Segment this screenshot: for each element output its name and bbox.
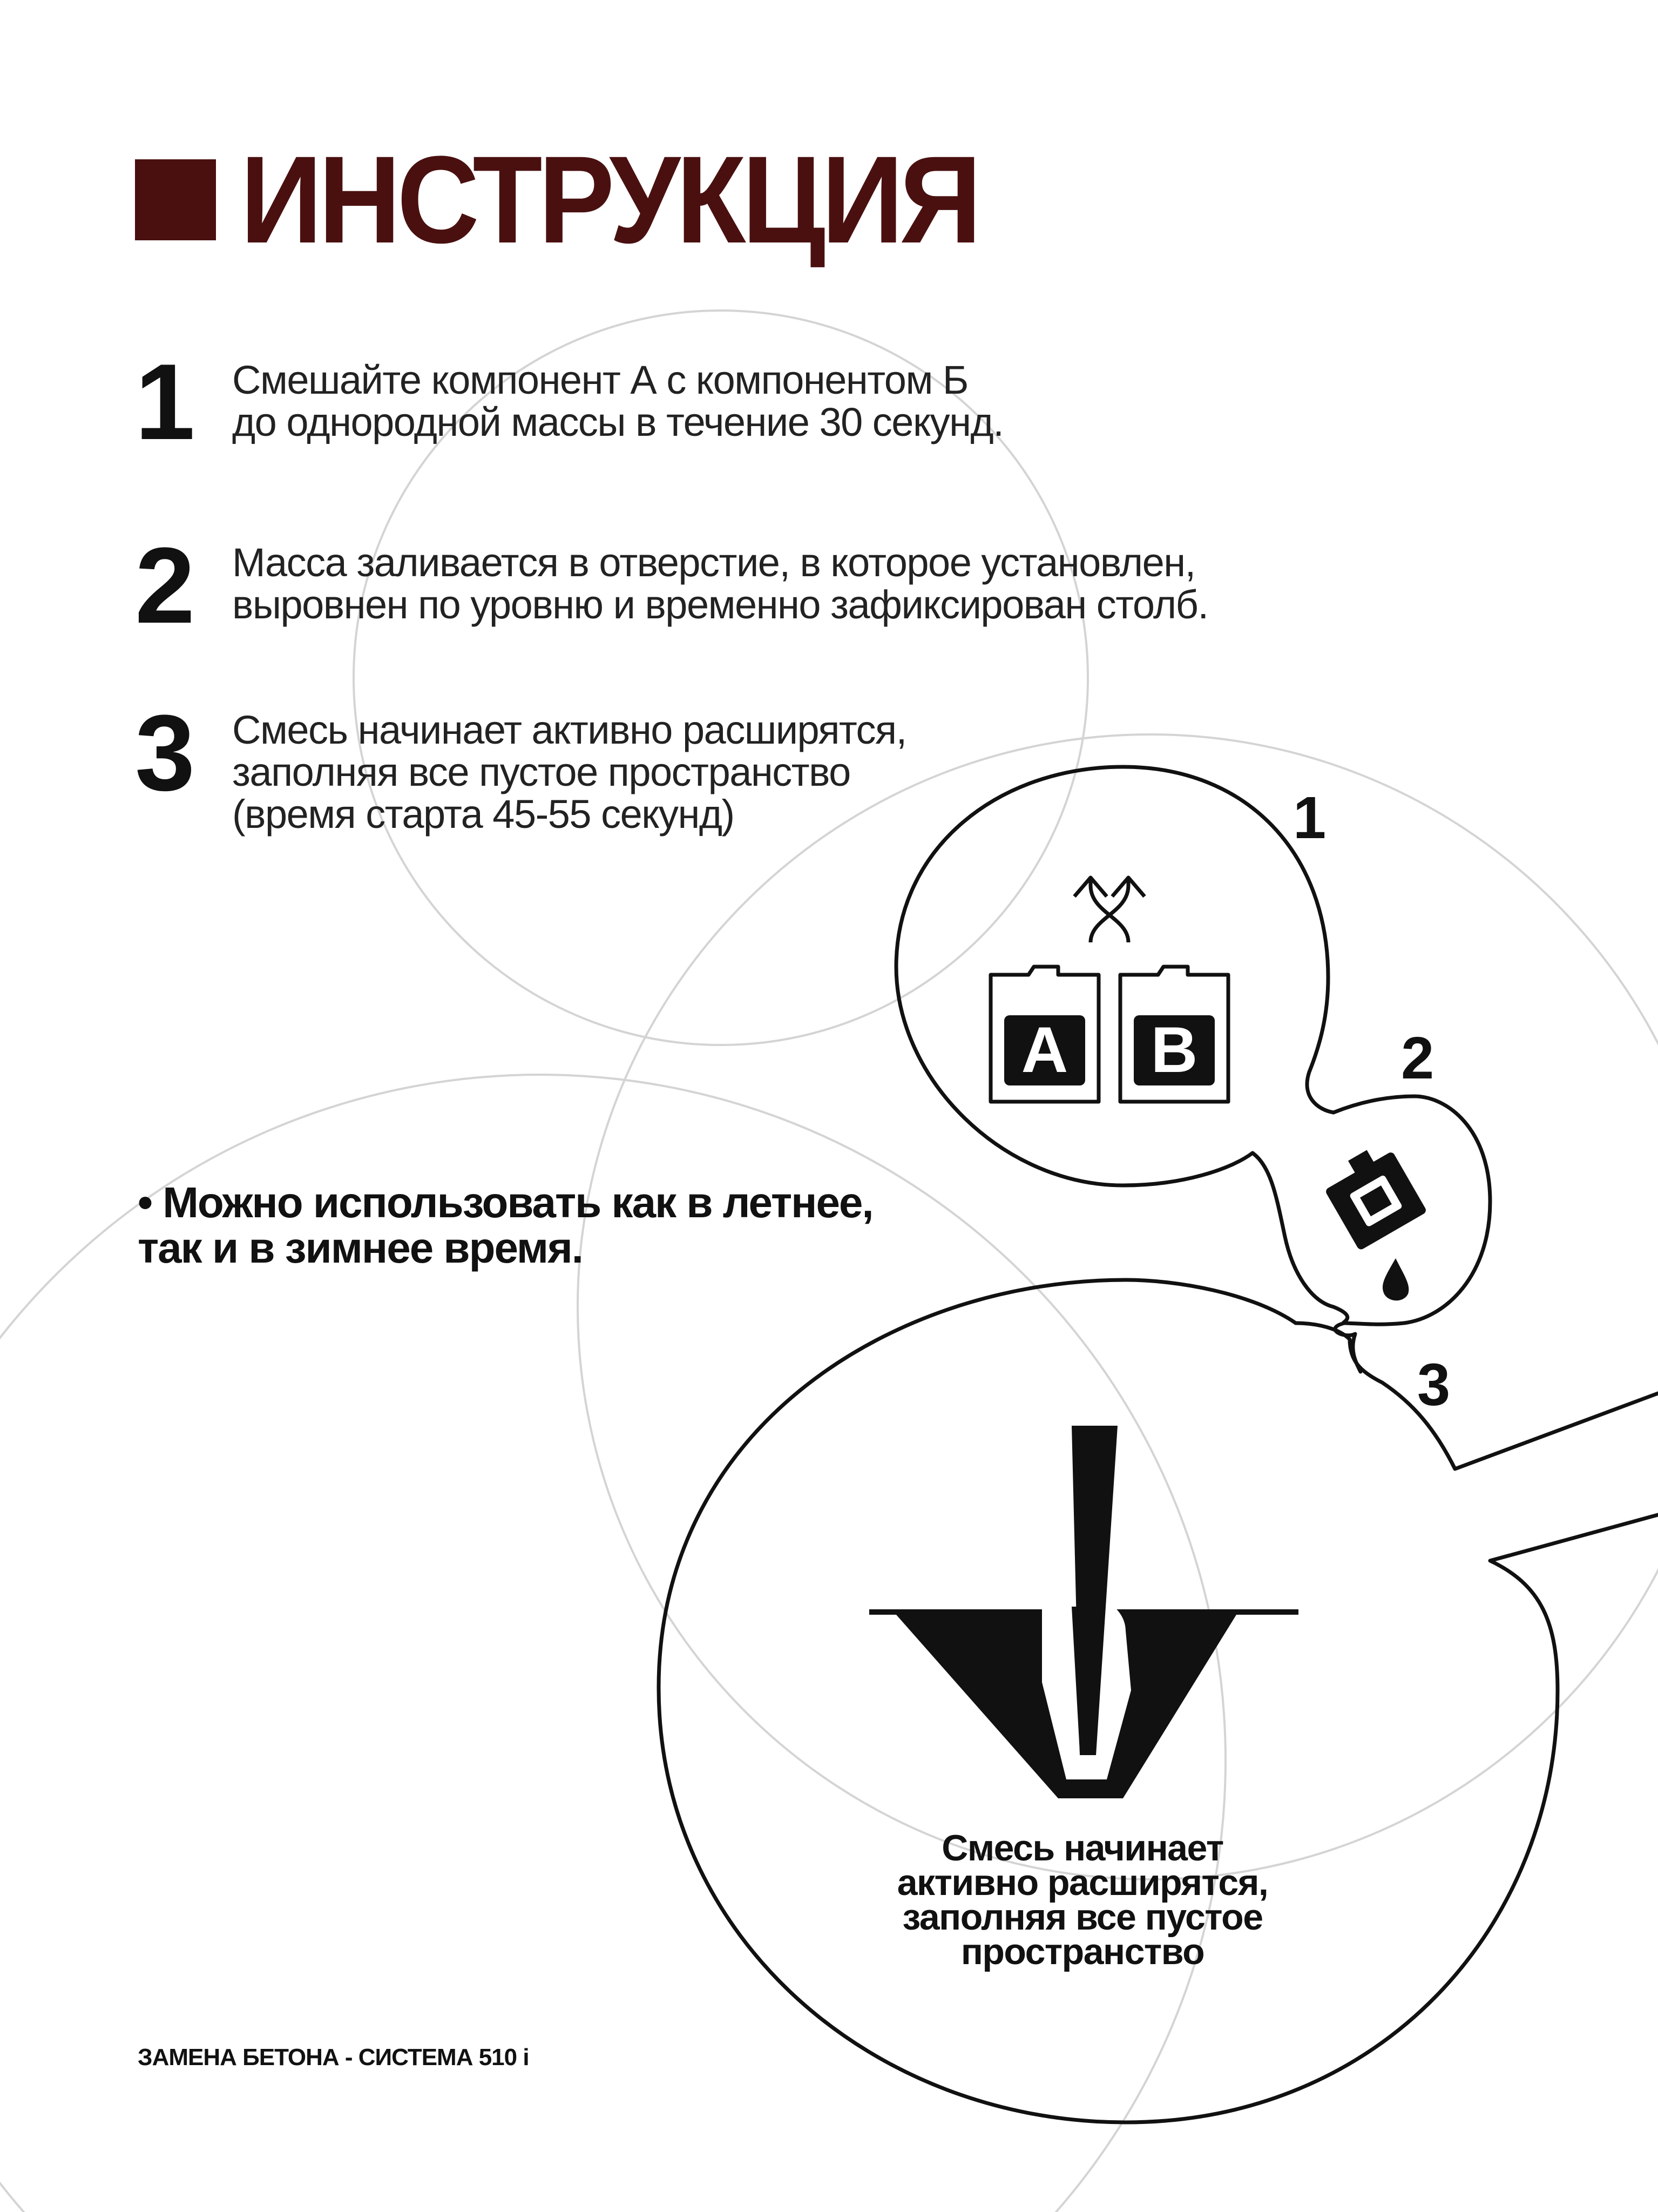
post-in-hole-icon [869,1426,1298,1798]
step-text-line: Смешайте компонент А с компонентом Б [232,358,968,402]
canister-a-letter: A [1021,1014,1068,1086]
canister-a-icon [991,967,1099,1102]
diagram-label-2: 2 [1401,1025,1434,1091]
mixing-arrows-icon [1074,878,1145,942]
caption-line: заполняя все пустое [902,1897,1263,1938]
canister-b-icon [1120,967,1228,1102]
bubble-outline-connector-1 [1253,1153,1334,1307]
caption-line: Смесь начинает [942,1827,1223,1869]
step-number: 3 [135,693,195,813]
footer-text: ЗАМЕНА БЕТОНА - СИСТЕМА 510 i [138,2044,529,2071]
step-text-line: Масса заливается в отверстие, в которое установлен, [232,540,1195,585]
note-line: так и в зимнее время. [138,1224,583,1272]
step-text-line: (время старта 45-55 секунд) [232,792,734,837]
step-text-line: выровнен по уровню и временно зафиксирован столб. [232,582,1208,627]
drip-icon [1383,1258,1409,1300]
bubble-outline-top [896,767,1334,1185]
step-text-line: заполняя все пустое пространство [232,750,850,794]
caption-line: пространство [960,1931,1204,1972]
note-line: • Можно использовать как в летнее, [138,1178,873,1226]
diagram-label-3: 3 [1417,1352,1451,1418]
step-number: 1 [135,342,195,462]
diagram-label-1: 1 [1293,785,1327,851]
caption-line: активно расширятся, [897,1862,1268,1903]
step-text-line: Смесь начинает активно расширятся, [232,707,906,752]
page-title: ИНСТРУКЦИЯ [240,130,978,269]
step-number: 2 [135,525,195,646]
canister-b-letter: B [1151,1014,1198,1086]
pouring-canister-icon [1318,1139,1427,1251]
bubble-outline-arm [1296,1323,1658,1469]
step-text-line: до однородной массы в течение 30 секунд. [232,400,1004,444]
diagram-caption [810,1827,1355,1972]
